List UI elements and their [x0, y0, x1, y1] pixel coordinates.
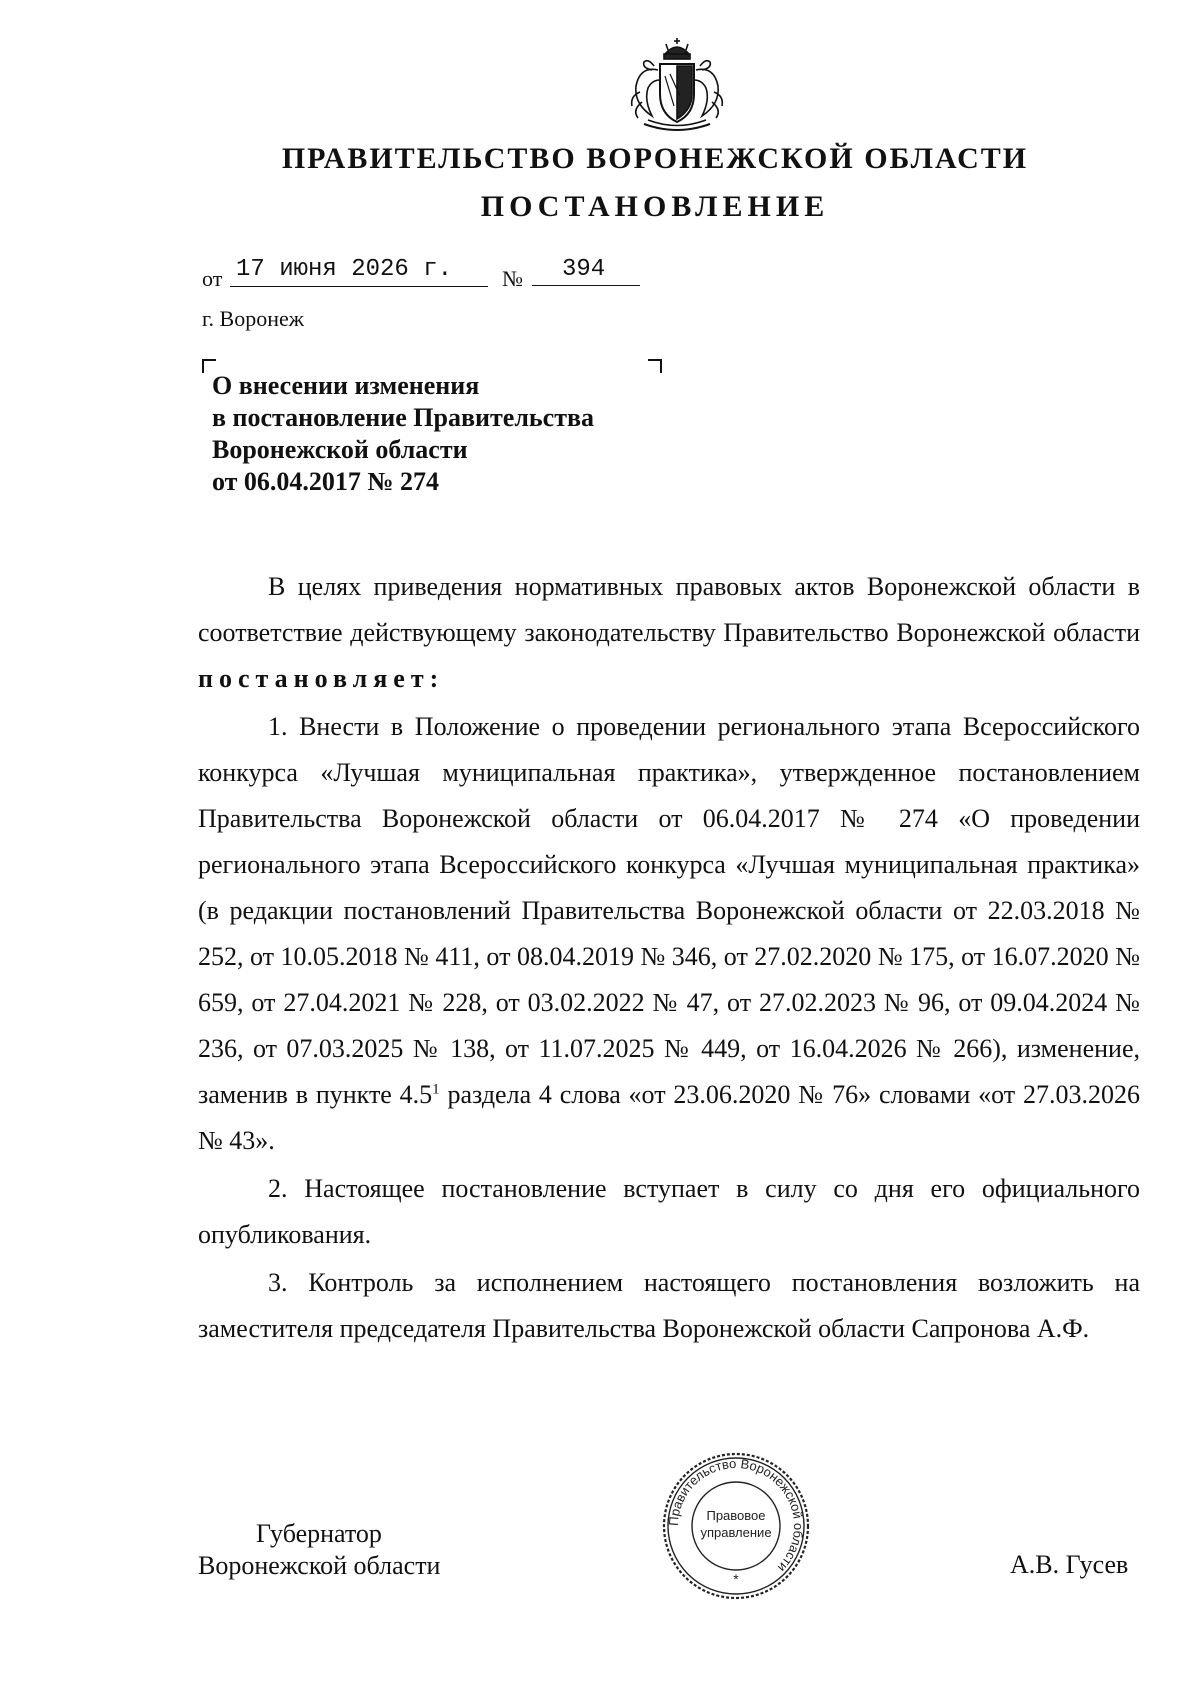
resolves-word: постановляет: [198, 664, 445, 693]
item-3-paragraph: 3. Контроль за исполнением настоящего постановления возложить на заместителя председателя Правительства Воронежской области Сапронова А.Ф. [198, 1268, 1140, 1343]
document-date: 17 июня 2026 г. [230, 256, 488, 287]
subject-line: от 06.04.2017 № 274 [212, 467, 440, 496]
city-label: г. Воронеж [202, 306, 304, 331]
subject-line: О внесении изменения [212, 371, 480, 400]
stamp-ring-text: Правительство Воронежской области [665, 1455, 807, 1576]
signatory-title [198, 1518, 440, 1582]
item-1-text-end: раздела 4 слова «от 23.06.2020 № 76» словами «от 27.03.2026 № 43». [198, 1080, 1140, 1155]
stamp-star: * [733, 1571, 739, 1587]
subject-corner-right [648, 359, 662, 373]
organization-title: ПРАВИТЕЛЬСТВО ВОРОНЕЖСКОЙ ОБЛАСТИ [281, 142, 1029, 175]
preamble-text: В целях приведения нормативных правовых актов Воронежской области в соответствие действующему законодательству Правительство Воронежской области [198, 572, 1140, 647]
subject-line: Воронежской области [212, 435, 468, 464]
coat-of-arms-emblem [618, 36, 736, 136]
item-1-paragraph [198, 704, 1140, 1164]
item-1-text: 1. Внести в Положение о проведении регионального этапа Всероссийского конкурса «Лучшая муниципальная практика», утвержденное постановлением Правительства Воронежской области от 06.04.2017 № 274 «О проведении регионального этапа Всероссийского конкурса «Лучшая муниципальная практика» (в редакции постановлений Правительства Воронежской области от 22.03.2018 № 252, от 10.05.2018 № 411, от 08.04.2019 № 346, от 27.02.2020 № 175, от 16.07.2020 № 659, от 27.04.2021 № 228, от 03.02.2022 № 47, от 27.02.2023 № 96, от 09.04.2024 № 236, от 07.03.2025 № 138, от 11.07.2025 № 449, от 16.04.2026 № 266), изменение, заменив в пункте 4.5 [198, 712, 1140, 1109]
stamp-center-line2: управление [700, 1525, 772, 1540]
number-prefix: № [502, 266, 523, 291]
subject-block [212, 370, 594, 498]
stamp-center-line1: Правовое [706, 1508, 766, 1523]
subject-line: в постановление Правительства [212, 403, 595, 432]
official-stamp [662, 1452, 810, 1600]
item-2-paragraph: 2. Настоящее постановление вступает в силу со дня его официального опубликования. [198, 1174, 1140, 1249]
signatory-name: А.В. Гусев [1010, 1550, 1129, 1579]
preamble-paragraph [198, 564, 1140, 702]
document-body [198, 564, 1140, 1354]
item-1-superscript: 1 [432, 1081, 440, 1098]
signatory-region: Воронежской области [198, 1551, 441, 1580]
document-number: 394 [532, 256, 640, 286]
document-type-title: ПОСТАНОВЛЕНИЕ [480, 190, 830, 223]
signatory-position: Губернатор [256, 1519, 382, 1548]
date-prefix: от [202, 266, 223, 291]
